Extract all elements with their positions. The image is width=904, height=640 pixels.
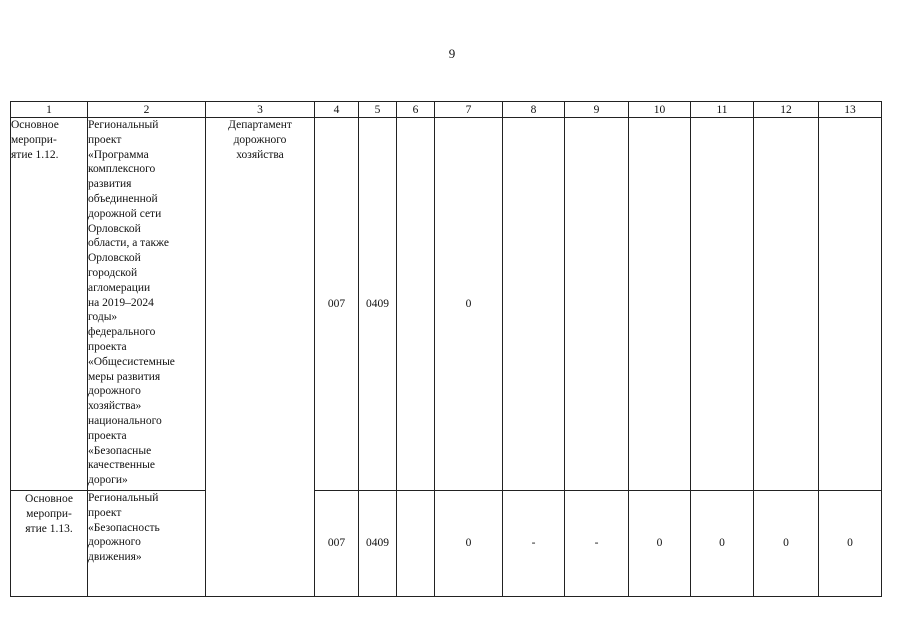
- header-cell: 3: [206, 102, 315, 118]
- value-cell: [754, 118, 819, 491]
- header-cell: 11: [691, 102, 754, 118]
- value-cell: 0: [629, 491, 691, 597]
- budget-table: [10, 101, 882, 597]
- header-cell: 12: [754, 102, 819, 118]
- header-cell: 2: [88, 102, 206, 118]
- table-row: [11, 118, 882, 491]
- value-cell: 007: [315, 491, 359, 597]
- page-number: 9: [448, 46, 456, 61]
- value-cell: 0409: [359, 118, 397, 491]
- header-row: [11, 102, 882, 118]
- project-cell: [88, 491, 206, 597]
- header-cell: 5: [359, 102, 397, 118]
- executor-name: Департамент дорожного хозяйства: [228, 119, 292, 161]
- value-cell: 0409: [359, 491, 397, 597]
- value-cell: [397, 491, 435, 597]
- value-cell: [819, 118, 882, 491]
- table-row: [11, 491, 882, 597]
- value-cell: 0: [435, 491, 503, 597]
- value-cell: [503, 118, 565, 491]
- value-cell: [629, 118, 691, 491]
- activity-name: Основное меропри- ятие 1.12.: [11, 119, 59, 161]
- value-cell: 0: [691, 491, 754, 597]
- activity-name-cell: [11, 118, 88, 491]
- value-cell: 0: [435, 118, 503, 491]
- value-cell: [397, 118, 435, 491]
- header-cell: 10: [629, 102, 691, 118]
- header-cell: 7: [435, 102, 503, 118]
- header-cell: 4: [315, 102, 359, 118]
- value-cell: -: [503, 491, 565, 597]
- header-cell: 1: [11, 102, 88, 118]
- project-description: Региональный проект «Безопасность дорожного движения»: [88, 492, 160, 564]
- header-cell: 6: [397, 102, 435, 118]
- header-cell: 8: [503, 102, 565, 118]
- value-cell: 007: [315, 118, 359, 491]
- project-description: Региональный проект «Программа комплексного развития объединенной дорожной сети Орловской области, а также Орловской городской агломерации на 2019–2024 годы» федерального проекта «Общесистемные меры развития дорожного хозяйства» национального проекта «Безопасные качественные дороги»: [88, 119, 175, 487]
- value-cell: [565, 118, 629, 491]
- value-cell: [691, 118, 754, 491]
- value-cell: -: [565, 491, 629, 597]
- value-cell: 0: [754, 491, 819, 597]
- executor-cell: [206, 118, 315, 597]
- header-cell: 9: [565, 102, 629, 118]
- value-cell: 0: [819, 491, 882, 597]
- activity-name: Основное меропри- ятие 1.13.: [25, 493, 73, 535]
- activity-name-cell: [11, 491, 88, 597]
- project-cell: [88, 118, 206, 491]
- header-cell: 13: [819, 102, 882, 118]
